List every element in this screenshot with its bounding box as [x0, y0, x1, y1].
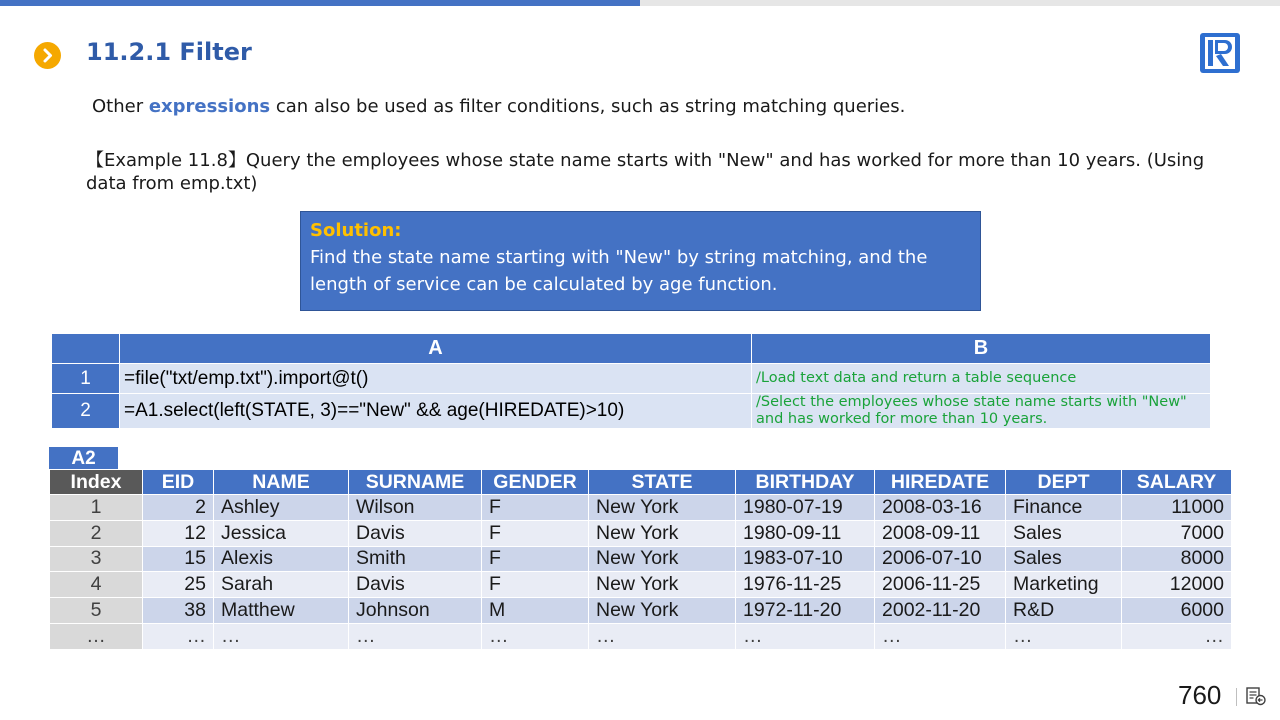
- cell-name: Sarah: [214, 572, 349, 598]
- table-row: [50, 623, 1232, 649]
- cell-index: 4: [50, 572, 143, 598]
- intro-paragraph: Other expressions can also be used as filter conditions, such as string matching queries.: [92, 96, 906, 117]
- cell-salary: 7000: [1122, 520, 1232, 546]
- cell-name: Jessica: [214, 520, 349, 546]
- brand-logo-icon: [1199, 32, 1241, 74]
- chevron-right-icon: [34, 42, 61, 69]
- table-row: [50, 572, 1232, 598]
- table-row: [50, 598, 1232, 624]
- table-row: [50, 520, 1232, 546]
- cell-dept: Sales: [1006, 520, 1122, 546]
- cell-dept: Marketing: [1006, 572, 1122, 598]
- table-row: [50, 495, 1232, 521]
- cell-index: …: [50, 623, 143, 649]
- cell-birthday: 1980-07-19: [736, 495, 875, 521]
- cell-hiredate: …: [875, 623, 1006, 649]
- cell-birthday: 1972-11-20: [736, 598, 875, 624]
- intro-keyword: expressions: [148, 96, 271, 117]
- column-header-name: NAME: [214, 470, 349, 495]
- column-header-index: Index: [50, 470, 143, 495]
- cell-dept: Sales: [1006, 546, 1122, 572]
- grid-cell-b1[interactable]: /Load text data and return a table sequence: [752, 364, 1211, 394]
- column-header-gender: GENDER: [482, 470, 589, 495]
- cell-state: New York: [589, 572, 736, 598]
- cell-dept: …: [1006, 623, 1122, 649]
- grid-cell-b2[interactable]: /Select the employees whose state name starts with "New" and has worked for more than 10 years.: [752, 394, 1211, 429]
- cell-hiredate: 2002-11-20: [875, 598, 1006, 624]
- cell-index: 2: [50, 520, 143, 546]
- column-header-state: STATE: [589, 470, 736, 495]
- result-table: [49, 469, 1232, 650]
- cell-state: New York: [589, 520, 736, 546]
- cell-surname: Johnson: [349, 598, 482, 624]
- cell-state: New York: [589, 495, 736, 521]
- top-accent-bar: [0, 0, 640, 6]
- column-header-birthday: BIRTHDAY: [736, 470, 875, 495]
- cell-state: New York: [589, 598, 736, 624]
- cell-dept: Finance: [1006, 495, 1122, 521]
- cell-state: …: [589, 623, 736, 649]
- cell-eid: 38: [143, 598, 214, 624]
- grid-cell-a1[interactable]: =file("txt/emp.txt").import@t(): [120, 364, 752, 394]
- cell-hiredate: 2006-11-25: [875, 572, 1006, 598]
- cell-salary: 11000: [1122, 495, 1232, 521]
- cell-surname: Davis: [349, 520, 482, 546]
- cell-gender: F: [482, 546, 589, 572]
- column-header-hiredate: HIREDATE: [875, 470, 1006, 495]
- cell-gender: …: [482, 623, 589, 649]
- top-accent-bar-track: [640, 0, 1280, 6]
- example-paragraph: 【Example 11.8】Query the employees whose state name starts with "New" and has worked for more than 10 years. (Using data from emp.txt): [86, 150, 1205, 194]
- cell-surname: …: [349, 623, 482, 649]
- column-header-surname: SURNAME: [349, 470, 482, 495]
- cell-gender: F: [482, 520, 589, 546]
- cell-hiredate: 2008-03-16: [875, 495, 1006, 521]
- cell-gender: M: [482, 598, 589, 624]
- cell-eid: …: [143, 623, 214, 649]
- cell-salary: …: [1122, 623, 1232, 649]
- code-grid: [51, 333, 1211, 429]
- cell-name: Alexis: [214, 546, 349, 572]
- cell-index: 5: [50, 598, 143, 624]
- cell-dept: R&D: [1006, 598, 1122, 624]
- footer-divider: [1236, 688, 1237, 706]
- cell-birthday: 1983-07-10: [736, 546, 875, 572]
- column-header-dept: DEPT: [1006, 470, 1122, 495]
- cell-gender: F: [482, 572, 589, 598]
- cell-hiredate: 2008-09-11: [875, 520, 1006, 546]
- cell-index: 3: [50, 546, 143, 572]
- cell-eid: 2: [143, 495, 214, 521]
- cell-state: New York: [589, 546, 736, 572]
- cell-salary: 6000: [1122, 598, 1232, 624]
- grid-row-number[interactable]: 1: [52, 364, 120, 394]
- cell-surname: Wilson: [349, 495, 482, 521]
- cell-index: 1: [50, 495, 143, 521]
- grid-cell-a2[interactable]: =A1.select(left(STATE, 3)=="New" && age(HIREDATE)>10): [120, 394, 752, 429]
- cell-eid: 12: [143, 520, 214, 546]
- cell-name: Ashley: [214, 495, 349, 521]
- grid-corner: [52, 334, 120, 364]
- cell-salary: 12000: [1122, 572, 1232, 598]
- grid-column-header-a[interactable]: A: [120, 334, 752, 364]
- solution-title: Solution:: [310, 220, 402, 241]
- grid-column-header-b[interactable]: B: [752, 334, 1211, 364]
- cell-name: …: [214, 623, 349, 649]
- cell-eid: 25: [143, 572, 214, 598]
- table-row: [50, 546, 1232, 572]
- solution-box: [300, 211, 981, 311]
- column-header-salary: SALARY: [1122, 470, 1232, 495]
- result-label: A2: [49, 447, 118, 469]
- column-header-eid: EID: [143, 470, 214, 495]
- cell-birthday: 1980-09-11: [736, 520, 875, 546]
- cell-surname: Davis: [349, 572, 482, 598]
- cell-salary: 8000: [1122, 546, 1232, 572]
- grid-row-number[interactable]: 2: [52, 394, 120, 429]
- cell-surname: Smith: [349, 546, 482, 572]
- cell-name: Matthew: [214, 598, 349, 624]
- section-title: 11.2.1 Filter: [86, 38, 252, 66]
- cell-birthday: 1976-11-25: [736, 572, 875, 598]
- return-to-section-icon[interactable]: [1245, 686, 1267, 710]
- cell-hiredate: 2006-07-10: [875, 546, 1006, 572]
- cell-gender: F: [482, 495, 589, 521]
- cell-eid: 15: [143, 546, 214, 572]
- cell-birthday: …: [736, 623, 875, 649]
- page-number: 760: [1178, 680, 1222, 710]
- solution-text: Find the state name starting with "New" by string matching, and the length of service can be calculated by age function.: [310, 247, 928, 295]
